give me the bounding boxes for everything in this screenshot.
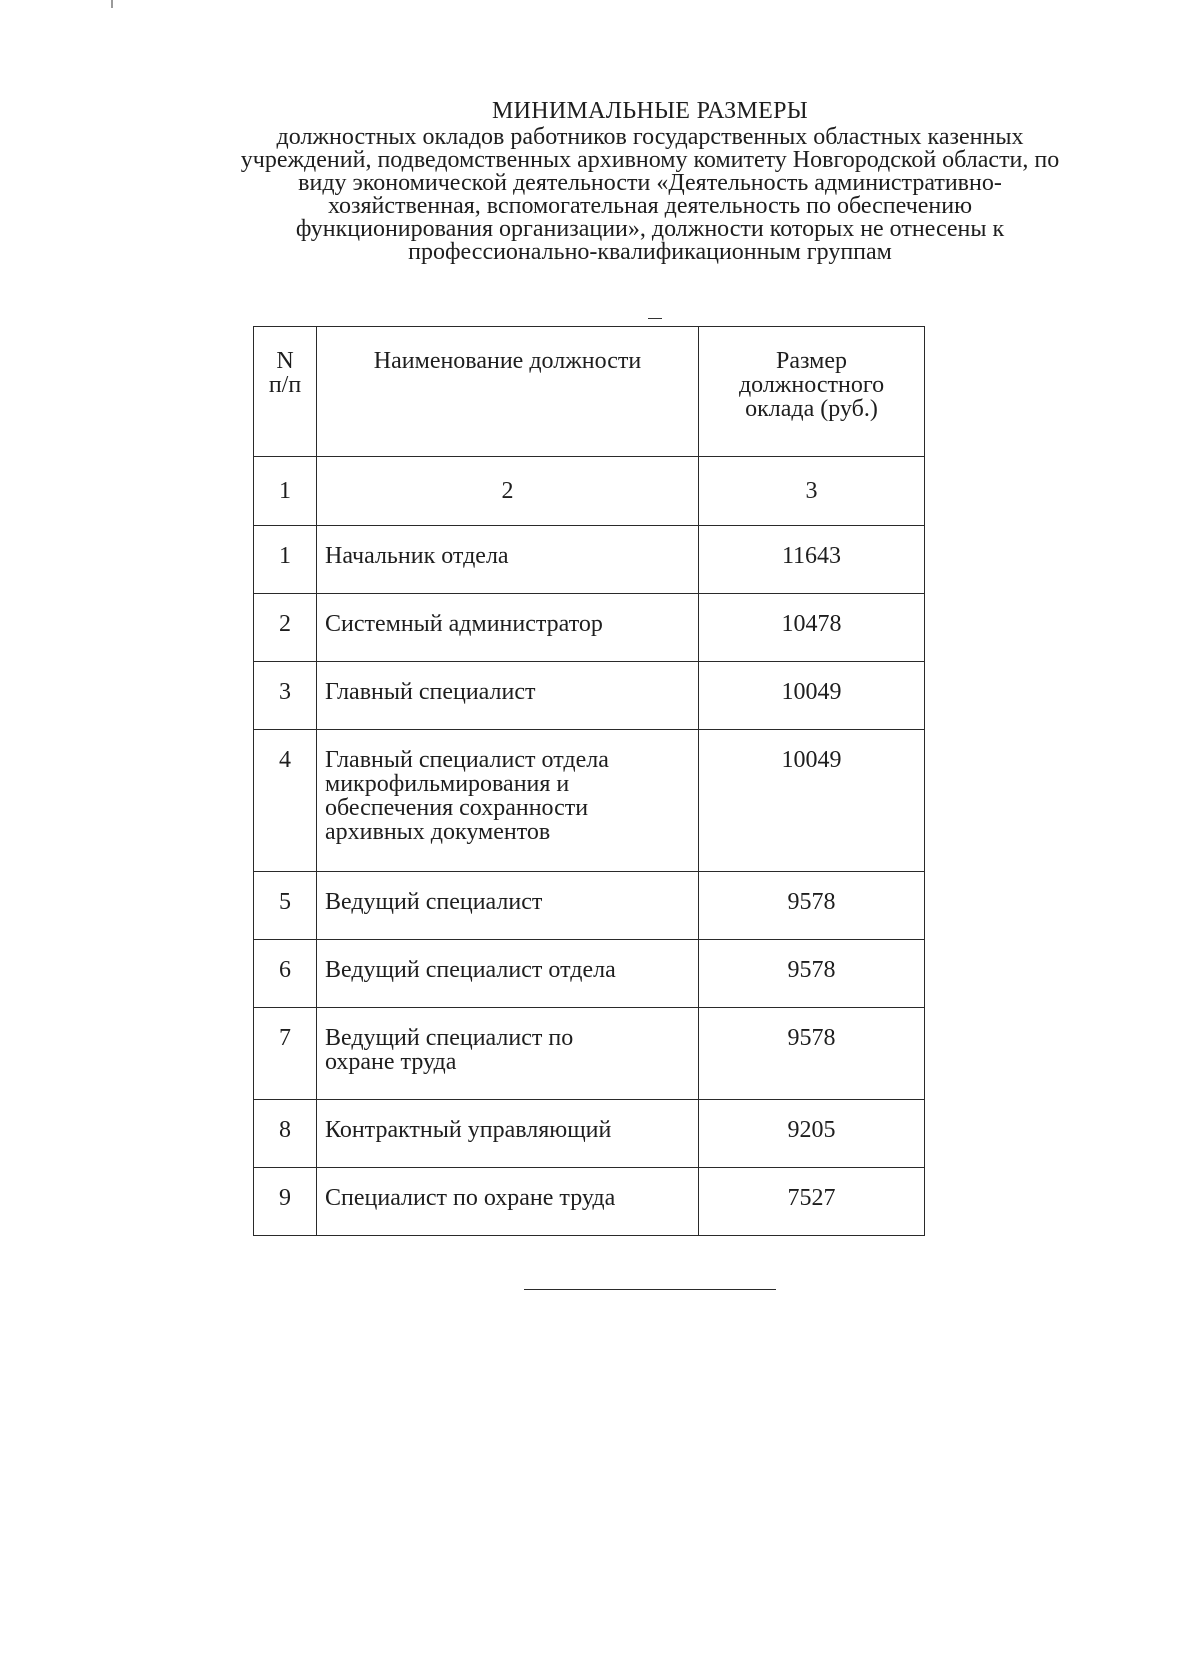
header-number-line2: п/п [268, 372, 302, 398]
position-name-line: Системный администратор [325, 611, 603, 637]
header-number [254, 327, 317, 457]
row-number-cell: 4 [254, 730, 317, 872]
table-row [254, 594, 925, 662]
table-top-tick-mark [648, 318, 662, 319]
position-name-line: Ведущий специалист по [325, 1025, 574, 1051]
column-number-cell: 1 [254, 457, 317, 526]
column-number-row [254, 457, 925, 526]
position-name-line: микрофильмирования и [325, 771, 570, 797]
salary-cell: 9578 [699, 940, 925, 1008]
row-number-cell: 3 [254, 662, 317, 730]
subtitle-line: хозяйственная, вспомогательная деятельность по обеспечению [327, 193, 973, 219]
row-number-cell: 2 [254, 594, 317, 662]
salary-cell: 11643 [699, 526, 925, 594]
salary-cell: 9205 [699, 1100, 925, 1168]
header-number-line1: N [276, 348, 294, 374]
position-name-line: Ведущий специалист [325, 889, 543, 915]
subtitle-line: профессионально-квалификационным группам [408, 239, 892, 265]
document-subtitle [150, 126, 1150, 264]
row-number-cell: 8 [254, 1100, 317, 1168]
subtitle-line: учреждений, подведомственных архивному комитету Новгородской области, по [240, 147, 1060, 173]
position-name-cell [317, 1168, 699, 1236]
table-row [254, 662, 925, 730]
row-number-cell: 9 [254, 1168, 317, 1236]
table-row [254, 1168, 925, 1236]
closing-rule-line [524, 1289, 776, 1290]
salary-cell: 10049 [699, 730, 925, 872]
position-name-cell [317, 872, 699, 940]
position-name-line: Контрактный управляющий [325, 1117, 612, 1143]
header-salary-line1: Размер [776, 348, 847, 374]
subtitle-line: виду экономической деятельности «Деятельность административно- [298, 170, 1002, 196]
position-name-cell [317, 1100, 699, 1168]
salary-cell: 10478 [699, 594, 925, 662]
table-row [254, 526, 925, 594]
document-title: МИНИМАЛЬНЫЕ РАЗМЕРЫ [491, 98, 808, 124]
position-name-cell [317, 1008, 699, 1100]
salary-cell: 9578 [699, 872, 925, 940]
row-number-cell: 7 [254, 1008, 317, 1100]
position-name-line: Начальник отдела [325, 543, 509, 569]
position-name-line: Специалист по охране труда [325, 1185, 616, 1211]
title-block [150, 98, 1150, 264]
subtitle-line: должностных окладов работников государственных областных казенных [276, 124, 1024, 150]
position-name-cell [317, 730, 699, 872]
row-number-cell: 6 [254, 940, 317, 1008]
position-name-line: архивных документов [325, 819, 551, 845]
table-header-row [254, 327, 925, 457]
position-name-line: обеспечения сохранности [325, 795, 589, 821]
position-name-line: Главный специалист отдела [325, 747, 609, 773]
salary-table [253, 326, 925, 1236]
position-name-cell [317, 594, 699, 662]
header-salary [699, 327, 925, 457]
column-number-cell: 2 [317, 457, 699, 526]
row-number-cell: 5 [254, 872, 317, 940]
scan-artifact-mark [111, 0, 113, 8]
position-name-cell [317, 662, 699, 730]
position-name-cell [317, 940, 699, 1008]
position-name-line: Главный специалист [325, 679, 536, 705]
header-position-name: Наименование должности [317, 327, 699, 457]
salary-cell: 10049 [699, 662, 925, 730]
column-number-cell: 3 [699, 457, 925, 526]
salary-cell: 9578 [699, 1008, 925, 1100]
table-row [254, 872, 925, 940]
subtitle-line: функционирования организации», должности которых не отнесены к [295, 216, 1005, 242]
table-row [254, 730, 925, 872]
header-salary-line3: оклада (руб.) [745, 396, 878, 422]
position-name-cell [317, 526, 699, 594]
position-name-line: охране труда [325, 1049, 457, 1075]
salary-cell: 7527 [699, 1168, 925, 1236]
row-number-cell: 1 [254, 526, 317, 594]
table-row [254, 940, 925, 1008]
header-salary-line2: должностного [738, 372, 885, 398]
position-name-line: Ведущий специалист отдела [325, 957, 616, 983]
table-row [254, 1100, 925, 1168]
table-row [254, 1008, 925, 1100]
